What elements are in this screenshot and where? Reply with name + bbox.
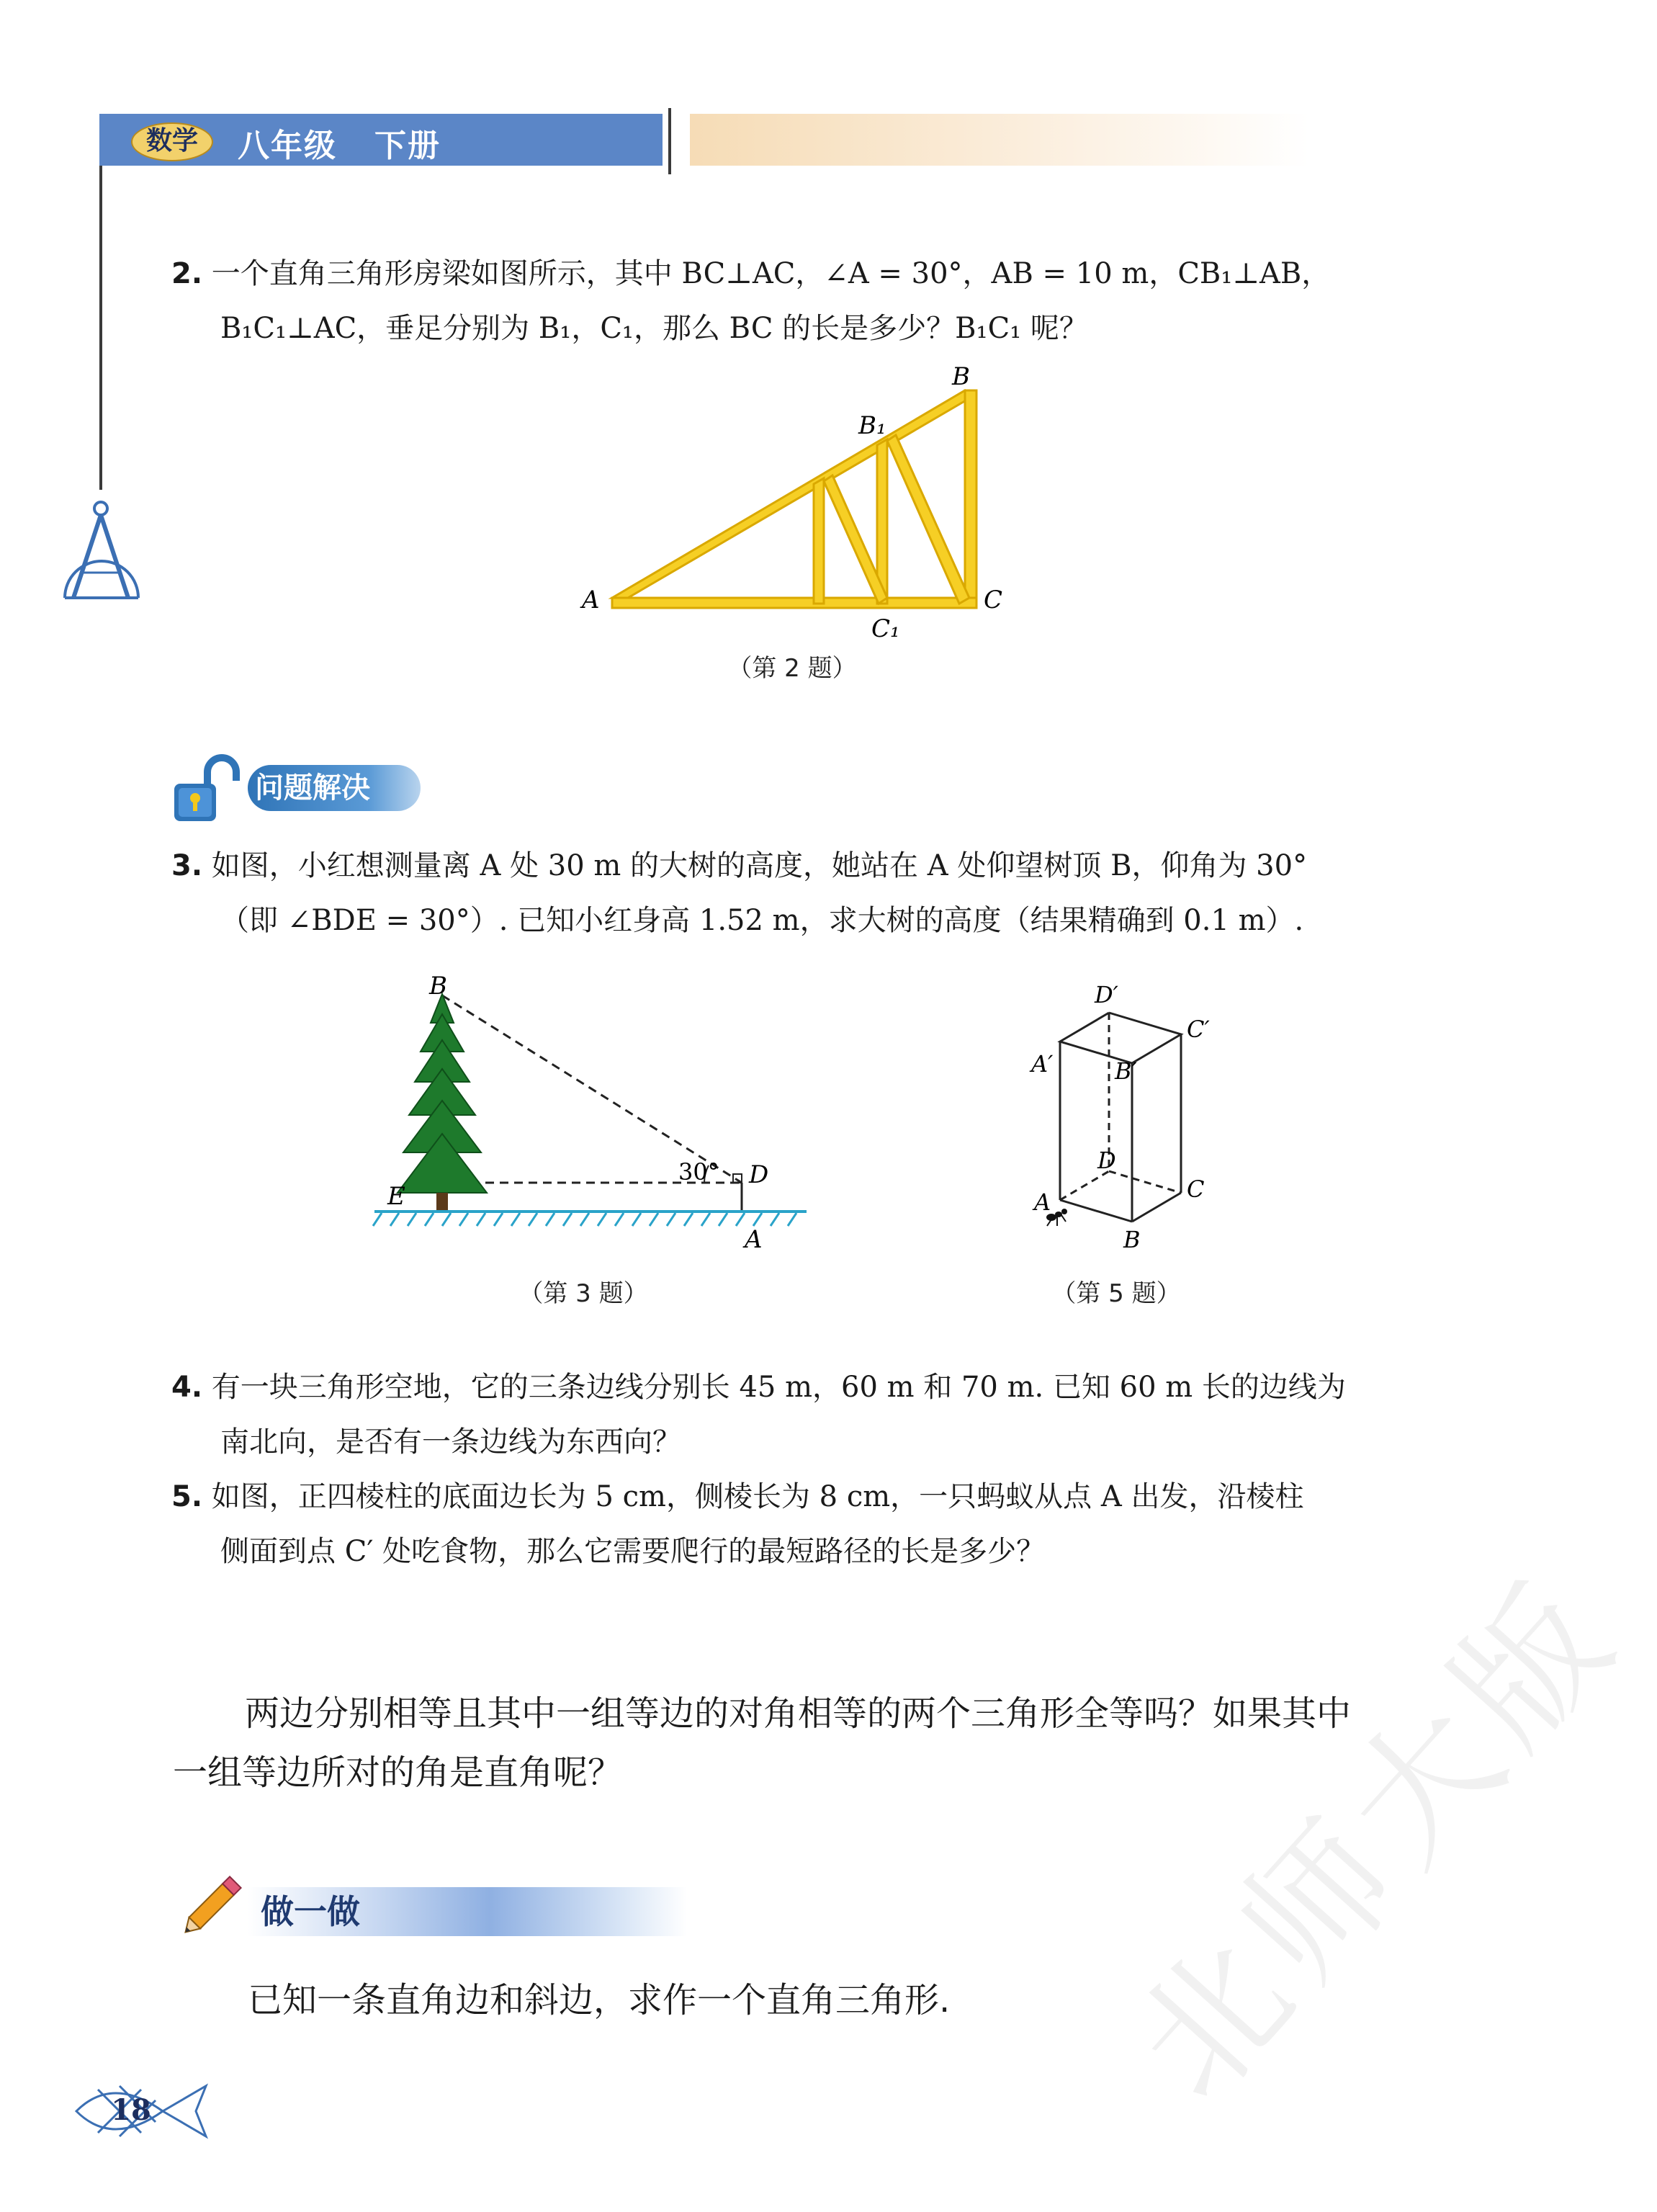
vertex-label-B: B — [952, 362, 970, 391]
section-title: 做一做 — [261, 1892, 360, 1931]
pencil-icon — [173, 1866, 252, 1945]
activity-text: 已知一条直角边和斜边，求作一个直角三角形. — [248, 1980, 951, 2020]
margin-rule — [99, 166, 102, 490]
page-number: 18 — [111, 2093, 151, 2127]
vertex-label-Dprime: D′ — [1095, 981, 1118, 1008]
vertex-label-C: C — [984, 586, 1003, 614]
problem-number: 4. — [171, 1371, 203, 1404]
problem-5 — [171, 1469, 1439, 1579]
figure-caption: （第 3 题） — [518, 1279, 648, 1308]
tree-figure — [367, 972, 814, 1268]
header-decoration — [690, 114, 1309, 166]
problem-3 — [171, 838, 1439, 948]
vertex-label-C: C — [1187, 1176, 1205, 1203]
problem-text: 南北向，是否有一条边线为东西向？ — [220, 1425, 681, 1459]
problem-text: 侧面到点 C′ 处吃食物，那么它需要爬行的最短路径的长是多少？ — [220, 1535, 1046, 1568]
grade-title: 八年级 下册 — [238, 127, 441, 164]
problem-number: 3. — [171, 849, 203, 882]
vertex-label-A: A — [582, 586, 600, 614]
lock-icon — [170, 752, 242, 824]
roof-truss-figure — [576, 360, 1037, 663]
point-label-D: D — [749, 1160, 769, 1189]
point-label-B: B — [429, 972, 447, 1000]
problem-text: 如图，小红想测量离 A 处 30 m 的大树的高度，她站在 A 处仰望树顶 B，仰角为 30° — [211, 849, 1308, 882]
vertex-label-A: A — [1034, 1188, 1051, 1216]
prism-figure — [1008, 980, 1246, 1268]
problem-text: （即 ∠BDE = 30°）. 已知小红身高 1.52 m，求大树的高度（结果精确到 0.1 m）. — [220, 904, 1304, 937]
discussion-line: 一组等边所对的角是直角呢？ — [173, 1752, 623, 1793]
angle-label: 30° — [678, 1158, 719, 1186]
vertex-label-B: B — [1123, 1226, 1141, 1253]
discussion-question — [173, 1684, 1433, 1802]
problem-text: 一个直角三角形房梁如图所示，其中 BC⊥AC，∠A = 30°，AB = 10 m，CB₁⊥AB， — [211, 257, 1331, 290]
vertex-label-B1: B₁ — [858, 411, 886, 440]
problem-2 — [171, 246, 1439, 356]
point-label-A: A — [745, 1225, 763, 1254]
problem-number: 5. — [171, 1480, 203, 1513]
figure-caption: （第 5 题） — [1051, 1279, 1181, 1308]
figure-caption: （第 2 题） — [727, 654, 857, 683]
vertex-label-D: D — [1097, 1147, 1116, 1174]
discussion-line: 两边分别相等且其中一组等边的对角相等的两个三角形全等吗？如果其中 — [245, 1693, 1352, 1734]
header-divider — [668, 108, 671, 174]
problem-4 — [171, 1360, 1439, 1469]
compass-icon — [59, 497, 145, 605]
watermark: 北师大版 — [1103, 1546, 1652, 2131]
vertex-label-Bprime: B′ — [1115, 1057, 1137, 1085]
problem-text: 如图，正四棱柱的底面边长为 5 cm，侧棱长为 8 cm，一只蚂蚁从点 A 出发，沿棱柱 — [211, 1480, 1304, 1513]
problem-text: 有一块三角形空地，它的三条边线分别长 45 m，60 m 和 70 m. 已知 60 m 长的边线为 — [211, 1371, 1346, 1404]
section-title: 问题解决 — [248, 765, 421, 811]
vertex-label-Cprime: C′ — [1187, 1016, 1210, 1043]
subject-badge: 数学 — [131, 122, 213, 161]
problem-text: B₁C₁⊥AC，垂足分别为 B₁，C₁，那么 BC 的长是多少？B₁C₁ 呢？ — [220, 312, 1088, 345]
vertex-label-Aprime: A′ — [1031, 1050, 1054, 1078]
vertex-label-C1: C₁ — [871, 614, 900, 643]
point-label-E: E — [387, 1182, 405, 1211]
problem-number: 2. — [171, 257, 203, 290]
